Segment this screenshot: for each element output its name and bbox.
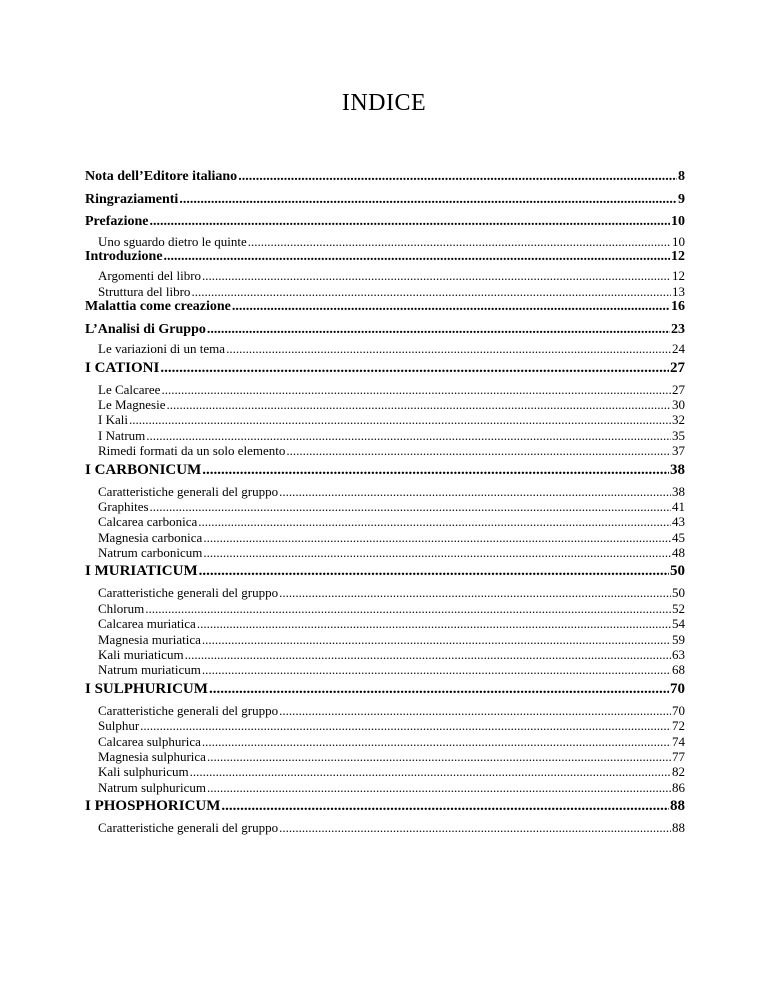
toc-subentry[interactable] <box>85 765 685 780</box>
toc-leader-dots <box>279 821 671 834</box>
toc-page-number: 48 <box>672 545 685 561</box>
toc-entry-label: I MURIATICUM <box>85 563 198 580</box>
toc-entry-label: Calcarea carbonica <box>98 514 198 530</box>
toc-entry-label: Caratteristiche generali del gruppo <box>98 483 279 499</box>
toc-entry-sulphuricum[interactable] <box>85 682 685 704</box>
toc-leader-dots <box>199 564 669 579</box>
toc-entry-label: Chlorum <box>98 600 145 616</box>
toc-page-number: 50 <box>672 585 685 601</box>
toc-subentry[interactable] <box>85 663 685 678</box>
toc-leader-dots <box>226 342 671 355</box>
toc-entry-label: Malattia come creazione <box>85 299 231 315</box>
toc-page-number: 50 <box>670 563 685 580</box>
toc-page-number: 70 <box>672 702 685 718</box>
toc-entry-label: Natrum carbonicum <box>98 545 203 561</box>
toc-page-number: 9 <box>678 191 685 207</box>
toc-entry-prefazione[interactable] <box>85 215 685 235</box>
toc-entry-label: I Kali <box>98 412 128 428</box>
toc-page-number: 74 <box>672 733 685 749</box>
toc-leader-dots <box>150 500 671 513</box>
toc-page-number: 35 <box>672 427 685 443</box>
toc-leader-dots <box>129 413 671 426</box>
toc-entry-label: I Natrum <box>98 427 146 443</box>
toc-subentry[interactable] <box>85 398 685 413</box>
toc-page-number: 12 <box>672 268 685 284</box>
toc-entry-label: Nota dell’Editore italiano <box>85 169 238 184</box>
toc-leader-dots <box>207 750 671 763</box>
toc-subentry[interactable] <box>85 413 685 428</box>
toc-subentry[interactable] <box>85 648 685 663</box>
toc-subentry[interactable] <box>85 750 685 765</box>
toc-entry-label: Kali sulphuricum <box>98 764 189 780</box>
toc-entry-ringraziamenti[interactable] <box>85 193 685 213</box>
toc-page-number: 8 <box>678 169 685 184</box>
toc-leader-dots <box>190 765 671 778</box>
toc-page-number: 37 <box>672 443 685 459</box>
toc-leader-dots <box>150 215 671 229</box>
toc-leader-dots <box>140 719 671 732</box>
toc-leader-dots <box>209 682 669 697</box>
toc-subentry[interactable] <box>85 285 685 300</box>
toc-leader-dots <box>203 546 671 559</box>
toc-leader-dots <box>207 781 671 794</box>
toc-entry-label: Calcarea muriatica <box>98 616 196 632</box>
toc-page-number: 72 <box>672 718 685 734</box>
toc-subentry[interactable] <box>85 586 685 601</box>
toc-leader-dots <box>164 250 670 264</box>
toc-page-number: 27 <box>670 359 685 376</box>
toc-subentry[interactable] <box>85 546 685 561</box>
toc-leader-dots <box>238 170 677 184</box>
toc-leader-dots <box>279 586 671 599</box>
toc-leader-dots <box>202 735 671 748</box>
toc-leader-dots <box>221 799 669 814</box>
toc-page-number: 10 <box>672 233 685 249</box>
toc-entry-label: Argomenti del libro <box>98 268 202 284</box>
toc-subentry[interactable] <box>85 531 685 546</box>
toc-leader-dots <box>197 617 671 630</box>
toc-subentry[interactable] <box>85 602 685 617</box>
toc-leader-dots <box>202 463 669 478</box>
toc-entry-label: I SULPHURICUM <box>85 680 208 697</box>
toc-leader-dots <box>232 300 670 314</box>
toc-subentry[interactable] <box>85 429 685 444</box>
toc-leader-dots <box>202 269 671 282</box>
toc-leader-dots <box>185 648 671 661</box>
toc-entry-label: Rimedi formati da un solo elemento <box>98 443 286 459</box>
toc-leader-dots <box>161 383 671 396</box>
toc-subentry[interactable] <box>85 444 685 459</box>
toc-subentry[interactable] <box>85 485 685 500</box>
toc-page-number: 88 <box>670 798 685 815</box>
toc-page-number: 45 <box>672 529 685 545</box>
toc-entry-analisi[interactable] <box>85 323 685 343</box>
toc-leader-dots <box>248 235 671 248</box>
toc-leader-dots <box>198 515 671 528</box>
toc-entry-label: I CATIONI <box>85 359 160 376</box>
toc-leader-dots <box>203 531 671 544</box>
toc-leader-dots <box>179 193 677 207</box>
toc-page-number: 10 <box>671 214 685 229</box>
toc-page-number: 13 <box>672 283 685 299</box>
toc-page-number: 12 <box>671 248 685 264</box>
toc-page-number: 82 <box>672 764 685 780</box>
toc-page-number: 43 <box>672 514 685 530</box>
toc-entry-label: Kali muriaticum <box>98 647 184 663</box>
toc-leader-dots <box>207 323 670 337</box>
toc-subentry[interactable] <box>85 735 685 750</box>
toc-entry-label: Natrum muriaticum <box>98 662 201 678</box>
toc-entry-introduzione[interactable] <box>85 250 685 270</box>
toc-page-number: 63 <box>672 647 685 663</box>
toc-entry-label: Caratteristiche generali del gruppo <box>98 820 279 836</box>
toc-entry-phosphoricum[interactable] <box>85 799 685 821</box>
toc-leader-dots <box>145 602 671 615</box>
toc-leader-dots <box>191 285 671 298</box>
toc-entry-carbonicum[interactable] <box>85 463 685 485</box>
toc-page-number: 38 <box>670 461 685 478</box>
toc-entry-label: Graphites <box>98 498 149 514</box>
toc-subentry[interactable] <box>85 821 685 836</box>
toc-leader-dots <box>286 444 671 457</box>
toc-page-number: 68 <box>672 662 685 678</box>
toc-entry-label: Uno sguardo dietro le quinte <box>98 233 247 249</box>
toc-page-number: 54 <box>672 616 685 632</box>
toc-entry-label: Ringraziamenti <box>85 191 179 207</box>
toc-page-number: 70 <box>670 680 685 697</box>
toc-entry-label: Natrum sulphuricum <box>98 779 206 795</box>
toc-page-number: 30 <box>672 396 685 412</box>
toc-entry-label: Le Magnesie <box>98 396 166 412</box>
toc-entry-label: Introduzione <box>85 248 163 264</box>
toc-entry-label: Le variazioni di un tema <box>98 341 226 357</box>
toc-entry-label: Magnesia muriatica <box>98 631 201 647</box>
toc-entry-label: Magnesia sulphurica <box>98 748 206 764</box>
toc-entry-label: I PHOSPHORICUM <box>85 798 221 815</box>
toc-entry-cationi[interactable] <box>85 361 685 383</box>
toc-page-number: 23 <box>671 321 685 337</box>
toc-page-number: 24 <box>672 341 685 357</box>
toc-entry-label: Calcarea sulphurica <box>98 733 201 749</box>
toc-leader-dots <box>202 633 671 646</box>
toc-leader-dots <box>167 398 671 411</box>
toc-page-number: 77 <box>672 748 685 764</box>
toc-entry-label: Struttura del libro <box>98 283 191 299</box>
toc-subentry[interactable] <box>85 515 685 530</box>
toc-leader-dots <box>279 704 671 717</box>
toc-page-number: 41 <box>672 498 685 514</box>
toc-subentry[interactable] <box>85 719 685 734</box>
toc-page-number: 32 <box>672 412 685 428</box>
toc-entry-label: Prefazione <box>85 214 149 229</box>
toc-page-number: 38 <box>672 483 685 499</box>
toc-page-number: 16 <box>671 299 685 315</box>
toc-entry-muriaticum[interactable] <box>85 564 685 586</box>
table-of-contents <box>85 170 685 837</box>
toc-subentry[interactable] <box>85 500 685 515</box>
toc-subentry[interactable] <box>85 633 685 648</box>
toc-entry-nota[interactable] <box>85 170 685 190</box>
toc-entry-label: I CARBONICUM <box>85 461 202 478</box>
page-title: INDICE <box>341 90 427 116</box>
toc-page-number: 88 <box>672 820 685 836</box>
toc-page-number: 86 <box>672 779 685 795</box>
toc-entry-label: Caratteristiche generali del gruppo <box>98 702 279 718</box>
toc-page-number: 52 <box>672 600 685 616</box>
toc-entry-label: L’Analisi di Gruppo <box>85 321 206 337</box>
toc-subentry[interactable] <box>85 617 685 632</box>
toc-subentry[interactable] <box>85 342 685 357</box>
toc-page-number: 59 <box>672 631 685 647</box>
toc-subentry[interactable] <box>85 781 685 796</box>
toc-entry-label: Caratteristiche generali del gruppo <box>98 585 279 601</box>
toc-entry-label: Sulphur <box>98 718 140 734</box>
toc-subentry[interactable] <box>85 235 685 250</box>
toc-subentry[interactable] <box>85 383 685 398</box>
toc-entry-label: Le Calcaree <box>98 381 161 397</box>
toc-leader-dots <box>160 361 669 376</box>
toc-leader-dots <box>202 663 671 676</box>
toc-subentry[interactable] <box>85 269 685 284</box>
toc-page-number: 27 <box>672 381 685 397</box>
toc-subentry[interactable] <box>85 704 685 719</box>
toc-leader-dots <box>146 429 671 442</box>
toc-entry-label: Magnesia carbonica <box>98 529 203 545</box>
toc-entry-malattia[interactable] <box>85 300 685 320</box>
toc-leader-dots <box>279 485 671 498</box>
